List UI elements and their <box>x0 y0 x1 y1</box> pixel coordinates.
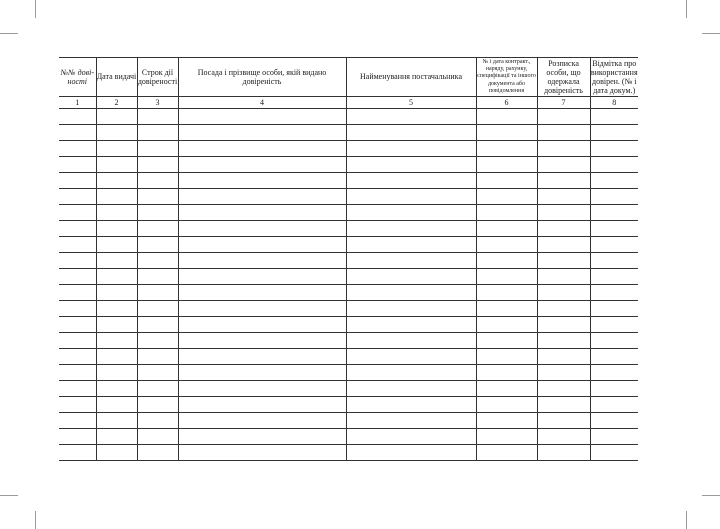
table-cell <box>590 125 638 141</box>
table-cell <box>137 445 178 461</box>
table-cell <box>590 141 638 157</box>
table-cell <box>137 397 178 413</box>
table-cell <box>178 349 346 365</box>
table-cell <box>178 253 346 269</box>
table-cell <box>476 141 537 157</box>
table-cell <box>96 205 137 221</box>
table-cell <box>346 221 476 237</box>
table-cell <box>59 189 96 205</box>
table-cell <box>178 429 346 445</box>
table-cell <box>137 349 178 365</box>
table-cell <box>346 141 476 157</box>
table-cell <box>137 429 178 445</box>
table-cell <box>178 445 346 461</box>
table-cell <box>590 397 638 413</box>
table-cell <box>476 333 537 349</box>
header-validity-term: Строк дії довіреності <box>137 58 178 97</box>
table-cell <box>178 381 346 397</box>
table-row <box>59 285 638 301</box>
table-cell <box>59 237 96 253</box>
table-cell <box>178 333 346 349</box>
table-row <box>59 445 638 461</box>
table-row <box>59 397 638 413</box>
crop-mark-top-left <box>35 0 36 18</box>
table-cell <box>346 237 476 253</box>
table-cell <box>590 349 638 365</box>
table-cell <box>590 317 638 333</box>
column-number: 4 <box>178 97 346 109</box>
table-cell <box>96 381 137 397</box>
table-cell <box>537 141 590 157</box>
table-cell <box>476 109 537 125</box>
crop-mark-right-bottom <box>702 495 720 496</box>
table-cell <box>590 189 638 205</box>
table-cell <box>537 365 590 381</box>
table-row <box>59 349 638 365</box>
table-cell <box>537 301 590 317</box>
table-cell <box>476 301 537 317</box>
header-row <box>59 58 638 97</box>
table-row <box>59 301 638 317</box>
column-number: 1 <box>59 97 96 109</box>
table-cell <box>476 317 537 333</box>
table-cell <box>590 253 638 269</box>
table-cell <box>537 381 590 397</box>
table-cell <box>178 365 346 381</box>
table-cell <box>137 253 178 269</box>
table-cell <box>59 285 96 301</box>
table-row <box>59 205 638 221</box>
table-cell <box>96 125 137 141</box>
table-cell <box>476 269 537 285</box>
table-cell <box>96 109 137 125</box>
table-row <box>59 413 638 429</box>
table-cell <box>537 221 590 237</box>
table-cell <box>59 125 96 141</box>
table-cell <box>476 285 537 301</box>
header-supplier-name: Найменування постачальника <box>346 58 476 97</box>
power-of-attorney-register <box>59 57 638 461</box>
table-cell <box>96 189 137 205</box>
table-cell <box>476 237 537 253</box>
table-cell <box>346 317 476 333</box>
table-cell <box>537 157 590 173</box>
table-cell <box>59 365 96 381</box>
table-cell <box>590 285 638 301</box>
table-cell <box>137 173 178 189</box>
table-cell <box>137 205 178 221</box>
table-cell <box>346 349 476 365</box>
table-cell <box>346 397 476 413</box>
table-row <box>59 333 638 349</box>
table-cell <box>59 269 96 285</box>
table-cell <box>537 413 590 429</box>
column-number: 5 <box>346 97 476 109</box>
table-cell <box>96 397 137 413</box>
table-cell <box>137 269 178 285</box>
table-cell <box>590 173 638 189</box>
table-cell <box>537 189 590 205</box>
table-cell <box>59 317 96 333</box>
table-cell <box>346 381 476 397</box>
register-body <box>59 109 638 461</box>
table-row <box>59 253 638 269</box>
table-cell <box>590 109 638 125</box>
table-cell <box>137 125 178 141</box>
table-cell <box>137 381 178 397</box>
table-cell <box>476 253 537 269</box>
table-row <box>59 221 638 237</box>
table-cell <box>537 253 590 269</box>
table-row <box>59 173 638 189</box>
table-cell <box>346 413 476 429</box>
crop-mark-top-right <box>686 0 687 18</box>
table-cell <box>590 333 638 349</box>
table-row <box>59 125 638 141</box>
table-cell <box>178 189 346 205</box>
column-number: 7 <box>537 97 590 109</box>
table-cell <box>96 237 137 253</box>
table-cell <box>178 285 346 301</box>
table-cell <box>137 365 178 381</box>
table-cell <box>537 173 590 189</box>
table-cell <box>96 253 137 269</box>
table-cell <box>59 429 96 445</box>
table-cell <box>178 237 346 253</box>
table-cell <box>346 109 476 125</box>
table-cell <box>590 301 638 317</box>
table-cell <box>178 301 346 317</box>
table-cell <box>96 221 137 237</box>
table-cell <box>346 301 476 317</box>
table-cell <box>476 365 537 381</box>
table-cell <box>96 317 137 333</box>
table-cell <box>476 349 537 365</box>
table-row <box>59 237 638 253</box>
table-cell <box>59 221 96 237</box>
table-cell <box>137 221 178 237</box>
table-row <box>59 157 638 173</box>
table-cell <box>346 157 476 173</box>
table-cell <box>476 445 537 461</box>
table-cell <box>178 125 346 141</box>
crop-mark-right-top <box>702 33 720 34</box>
table-cell <box>346 189 476 205</box>
crop-mark-bottom-right <box>686 511 687 529</box>
table-cell <box>96 285 137 301</box>
table-cell <box>476 381 537 397</box>
table-cell <box>346 285 476 301</box>
table-cell <box>476 125 537 141</box>
table-cell <box>137 317 178 333</box>
table-cell <box>537 125 590 141</box>
table-cell <box>346 333 476 349</box>
table-cell <box>346 269 476 285</box>
table-cell <box>178 141 346 157</box>
table-cell <box>137 141 178 157</box>
table-cell <box>96 333 137 349</box>
table-cell <box>178 269 346 285</box>
table-cell <box>590 429 638 445</box>
table-cell <box>590 221 638 237</box>
table-cell <box>59 253 96 269</box>
table-row <box>59 317 638 333</box>
table-cell <box>476 189 537 205</box>
table-cell <box>137 301 178 317</box>
table-cell <box>59 109 96 125</box>
table-cell <box>178 221 346 237</box>
table-cell <box>590 205 638 221</box>
crop-mark-left-top <box>0 33 18 34</box>
table-cell <box>537 109 590 125</box>
table-cell <box>59 445 96 461</box>
table-cell <box>590 237 638 253</box>
header-position-and-name: Посада і прізвище особи, якій видано довіреність <box>178 58 346 97</box>
table-cell <box>178 157 346 173</box>
table-cell <box>476 221 537 237</box>
table-cell <box>346 445 476 461</box>
column-number: 8 <box>590 97 638 109</box>
table-cell <box>59 173 96 189</box>
header-number: №№ дові-ності <box>59 58 96 97</box>
table-cell <box>137 333 178 349</box>
table-row <box>59 109 638 125</box>
table-cell <box>137 285 178 301</box>
table-row <box>59 365 638 381</box>
table-cell <box>346 253 476 269</box>
header-receipt-signature: Розписка особи, що одержала довіреність <box>537 58 590 97</box>
table-cell <box>96 445 137 461</box>
table-cell <box>137 189 178 205</box>
table-cell <box>59 141 96 157</box>
table-cell <box>59 397 96 413</box>
table-cell <box>96 269 137 285</box>
column-number: 2 <box>96 97 137 109</box>
table-cell <box>476 429 537 445</box>
table-cell <box>476 205 537 221</box>
table-cell <box>96 429 137 445</box>
table-cell <box>178 397 346 413</box>
table-cell <box>537 285 590 301</box>
table-cell <box>590 445 638 461</box>
table-row <box>59 429 638 445</box>
column-number-row <box>59 97 638 109</box>
table-cell <box>59 349 96 365</box>
table-cell <box>178 317 346 333</box>
table-cell <box>537 397 590 413</box>
column-number: 6 <box>476 97 537 109</box>
table-cell <box>346 365 476 381</box>
column-number: 3 <box>137 97 178 109</box>
table-cell <box>590 365 638 381</box>
table-cell <box>96 413 137 429</box>
table-cell <box>96 365 137 381</box>
table-cell <box>59 157 96 173</box>
table-cell <box>537 205 590 221</box>
header-issue-date: Дата видачі <box>96 58 137 97</box>
table-cell <box>59 333 96 349</box>
table-cell <box>178 413 346 429</box>
table-cell <box>59 413 96 429</box>
table-cell <box>537 349 590 365</box>
table-cell <box>346 205 476 221</box>
table-cell <box>137 237 178 253</box>
table-row <box>59 381 638 397</box>
table-cell <box>476 157 537 173</box>
table-cell <box>590 381 638 397</box>
table-row <box>59 141 638 157</box>
table-cell <box>537 237 590 253</box>
table-cell <box>137 109 178 125</box>
table-cell <box>96 301 137 317</box>
table-cell <box>590 157 638 173</box>
table-cell <box>346 125 476 141</box>
table-cell <box>96 157 137 173</box>
table-cell <box>537 429 590 445</box>
table-cell <box>590 269 638 285</box>
table-cell <box>178 205 346 221</box>
header-document-reference: № і дата контракт., наряду, рахунку, специфікації та іншого документа або повідомлення <box>476 58 537 97</box>
table-cell <box>178 173 346 189</box>
table-cell <box>476 173 537 189</box>
table-cell <box>537 333 590 349</box>
table-cell <box>537 445 590 461</box>
table-row <box>59 269 638 285</box>
table-cell <box>178 109 346 125</box>
table-row <box>59 189 638 205</box>
table-cell <box>137 413 178 429</box>
table-cell <box>59 301 96 317</box>
table-cell <box>96 173 137 189</box>
table-cell <box>346 173 476 189</box>
table-cell <box>537 317 590 333</box>
header-usage-mark: Відмітка про використання довірен. (№ і дата докум.) <box>590 58 638 96</box>
table-cell <box>137 157 178 173</box>
table-cell <box>96 141 137 157</box>
table-cell <box>537 269 590 285</box>
table-cell <box>590 413 638 429</box>
crop-mark-bottom-left <box>35 511 36 529</box>
crop-mark-left-bottom <box>0 495 18 496</box>
table-cell <box>96 349 137 365</box>
table-cell <box>59 381 96 397</box>
table-cell <box>476 413 537 429</box>
table-cell <box>346 429 476 445</box>
table-cell <box>476 397 537 413</box>
table-cell <box>59 205 96 221</box>
